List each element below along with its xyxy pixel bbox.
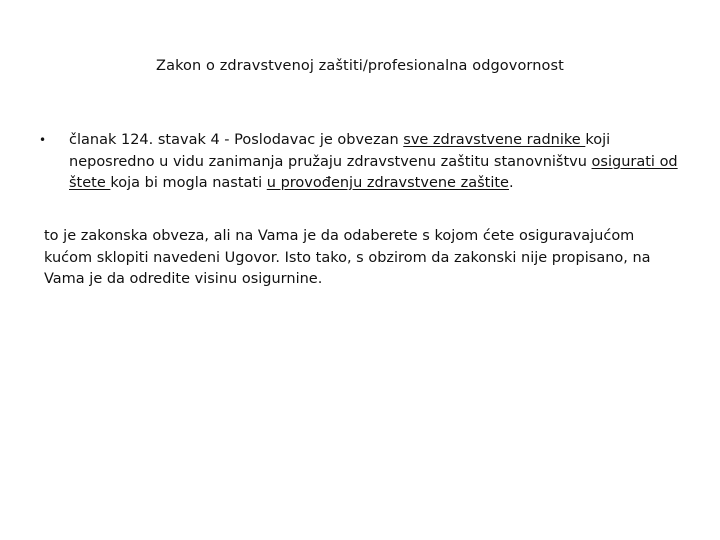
body-paragraph: to je zakonska obveza, ali na Vama je da odaberete s kojom ćete osiguravajućom kućom sklopiti navedeni Ugovor. Isto tako, s obzirom da zakonski nije propisano, na Vama je da odredite visinu osigurnine.: [44, 228, 651, 287]
slide-title: Zakon o zdravstvenoj zaštiti/profesionalna odgovornost: [156, 58, 564, 74]
bullet-item: [39, 130, 689, 195]
bullet-marker: •: [39, 133, 47, 147]
text-segment: koji neposredno u vidu zanimanja pružaju zdravstvenu zaštitu stanovništvu: [69, 132, 611, 170]
text-segment: koja bi mogla nastati: [110, 175, 267, 191]
text-segment: članak 124. stavak 4 - Poslodavac je obvezan: [69, 132, 404, 148]
underlined-segment: sve zdravstvene radnike: [403, 132, 586, 148]
bullet-text: [69, 130, 689, 195]
underlined-segment: osigurati od štete: [69, 153, 678, 191]
underlined-segment: u provođenju zdravstvene zaštite: [266, 175, 509, 191]
text-segment: .: [508, 175, 514, 191]
